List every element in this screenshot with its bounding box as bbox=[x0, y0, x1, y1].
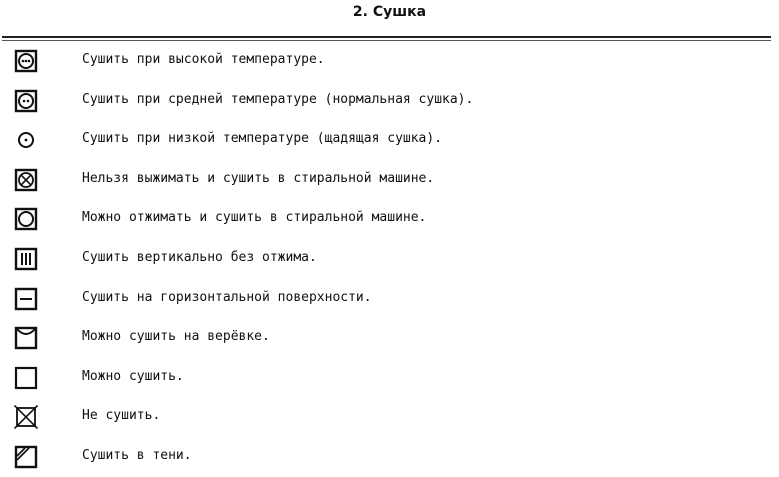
tumble-dry-icon bbox=[14, 207, 38, 231]
list-item-dry-high bbox=[0, 41, 779, 81]
list-item-text: Можно отжимать и сушить в стиральной машине. bbox=[82, 210, 427, 226]
list-item-dry bbox=[0, 358, 779, 398]
dry-icon bbox=[14, 366, 38, 390]
list-item-text: Сушить при средней температуре (нормальная сушка). bbox=[82, 91, 474, 107]
list-item-text: Сушить при высокой температуре. bbox=[82, 52, 325, 67]
list-item-text: Сушить вертикально без отжима. bbox=[82, 249, 317, 265]
dry-in-shade-icon bbox=[14, 445, 38, 469]
tumble-dry-high-icon bbox=[14, 49, 38, 73]
list-item-dry-medium bbox=[0, 81, 779, 121]
header-rule bbox=[2, 36, 771, 38]
drying-symbol-list bbox=[0, 41, 779, 477]
list-item-do-not-dry bbox=[0, 397, 779, 437]
list-item-dry-flat bbox=[0, 279, 779, 319]
dry-flat-icon bbox=[14, 287, 38, 311]
section-title: 2. Сушка bbox=[352, 4, 427, 20]
list-item-machine-dry bbox=[0, 199, 779, 239]
dry-low-heat-icon bbox=[14, 128, 38, 152]
list-item-no-machine-dry bbox=[0, 160, 779, 200]
tumble-dry-medium-icon bbox=[14, 89, 38, 113]
list-item-text: Сушить на горизонтальной поверхности. bbox=[82, 289, 372, 305]
list-item-text: Сушить при низкой температуре (щадящая сушка). bbox=[82, 131, 443, 147]
list-item-dry-low bbox=[0, 120, 779, 160]
do-not-dry-icon bbox=[14, 405, 38, 429]
list-item-drip-dry bbox=[0, 239, 779, 279]
drip-dry-icon bbox=[14, 247, 38, 271]
list-item-text: Можно сушить. bbox=[82, 368, 184, 384]
list-item-text: Нельзя выжимать и сушить в стиральной машине. bbox=[82, 170, 435, 186]
line-dry-icon bbox=[14, 326, 38, 350]
list-item-text: Можно сушить на верёвке. bbox=[82, 329, 270, 345]
list-item-text: Сушить в тени. bbox=[82, 447, 192, 463]
do-not-tumble-dry-icon bbox=[14, 168, 38, 192]
list-item-line-dry bbox=[0, 318, 779, 358]
list-item-text: Не сушить. bbox=[82, 408, 161, 424]
list-item-dry-in-shade bbox=[0, 437, 779, 477]
